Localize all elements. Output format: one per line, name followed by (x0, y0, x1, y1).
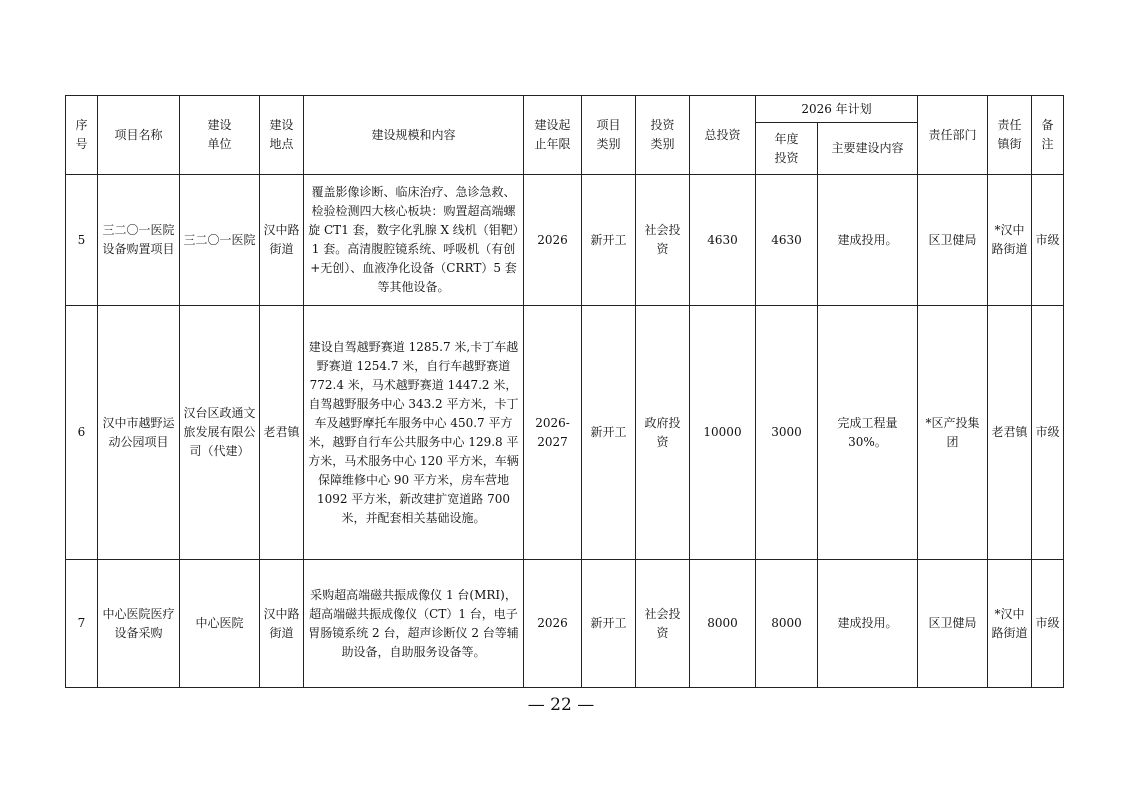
cell-annual: 3000 (756, 306, 818, 560)
cell-scope: 覆盖影像诊断、临床治疗、急诊急救、检验检测四大核心板块：购置超高端螺旋 CT1 套，数字化乳腺 X 线机（钼靶）1 套。高清腹腔镜系统、呼吸机（有创+无创）、血液净化设备（CRRT）5 套等其他设备。 (304, 175, 524, 306)
cell-period: 2026-2027 (524, 306, 582, 560)
project-table (65, 95, 1064, 688)
header-unit: 建设 单位 (180, 96, 260, 175)
cell-department: 区卫健局 (918, 175, 988, 306)
header-annual: 年度 投资 (756, 123, 818, 175)
table-row (66, 560, 1064, 688)
header-department: 责任部门 (918, 96, 988, 175)
cell-scope: 采购超高端磁共振成像仪 1 台(MRI)，超高端磁共振成像仪（CT）1 台，电子胃肠镜系统 2 台，超声诊断仪 2 台等辅助设备，自助服务设备等。 (304, 560, 524, 688)
cell-seq: 7 (66, 560, 98, 688)
cell-unit: 中心医院 (180, 560, 260, 688)
cell-total: 8000 (690, 560, 756, 688)
cell-total: 4630 (690, 175, 756, 306)
cell-name: 三二〇一医院设备购置项目 (98, 175, 180, 306)
cell-seq: 6 (66, 306, 98, 560)
cell-seq: 5 (66, 175, 98, 306)
cell-town: *汉中路街道 (988, 560, 1032, 688)
header-total: 总投资 (690, 96, 756, 175)
cell-remark: 市级 (1032, 306, 1064, 560)
cell-period: 2026 (524, 560, 582, 688)
cell-name: 汉中市越野运动公园项目 (98, 306, 180, 560)
cell-remark: 市级 (1032, 175, 1064, 306)
header-town: 责任 镇街 (988, 96, 1032, 175)
header-plan-group: 2026 年计划 (756, 96, 918, 123)
page-number: — 22 — (527, 695, 595, 715)
cell-unit: 汉台区政通文旅发展有限公司（代建） (180, 306, 260, 560)
cell-main-content: 完成工程量 30%。 (818, 306, 918, 560)
table-row (66, 306, 1064, 560)
cell-category: 新开工 (582, 560, 636, 688)
header-seq: 序 号 (66, 96, 98, 175)
header-name: 项目名称 (98, 96, 180, 175)
header-location: 建设 地点 (260, 96, 304, 175)
cell-period: 2026 (524, 175, 582, 306)
header-remark: 备 注 (1032, 96, 1064, 175)
cell-annual: 8000 (756, 560, 818, 688)
header-scope: 建设规模和内容 (304, 96, 524, 175)
cell-remark: 市级 (1032, 560, 1064, 688)
cell-scope: 建设自驾越野赛道 1285.7 米,卡丁车越野赛道 1254.7 米，自行车越野赛道 772.4 米，马术越野赛道 1447.2 米，自驾越野服务中心 343.2 平方米，卡丁车及越野摩托车服务中心 450.7 平方米，越野自行车公共服务中心 129.8 平方米，马术服务中心 120 平方米，车辆保障维修中心 90 平方米，房车营地 1092 平方米，新改建扩宽道路 700 米，并配套相关基础设施。 (304, 306, 524, 560)
header-investment-type: 投资 类别 (636, 96, 690, 175)
header-main-content: 主要建设内容 (818, 123, 918, 175)
cell-department: 区卫健局 (918, 560, 988, 688)
cell-main-content: 建成投用。 (818, 560, 918, 688)
cell-category: 新开工 (582, 306, 636, 560)
cell-location: 汉中路街道 (260, 175, 304, 306)
cell-main-content: 建成投用。 (818, 175, 918, 306)
cell-town: *汉中路街道 (988, 175, 1032, 306)
cell-total: 10000 (690, 306, 756, 560)
cell-unit: 三二〇一医院 (180, 175, 260, 306)
table-row (66, 175, 1064, 306)
cell-name: 中心医院医疗设备采购 (98, 560, 180, 688)
cell-town: 老君镇 (988, 306, 1032, 560)
cell-department: *区产投集团 (918, 306, 988, 560)
cell-location: 汉中路街道 (260, 560, 304, 688)
cell-location: 老君镇 (260, 306, 304, 560)
cell-investment-type: 政府投资 (636, 306, 690, 560)
cell-annual: 4630 (756, 175, 818, 306)
cell-investment-type: 社会投资 (636, 560, 690, 688)
cell-investment-type: 社会投资 (636, 175, 690, 306)
header-category: 项目 类别 (582, 96, 636, 175)
cell-category: 新开工 (582, 175, 636, 306)
header-period: 建设起 止年限 (524, 96, 582, 175)
